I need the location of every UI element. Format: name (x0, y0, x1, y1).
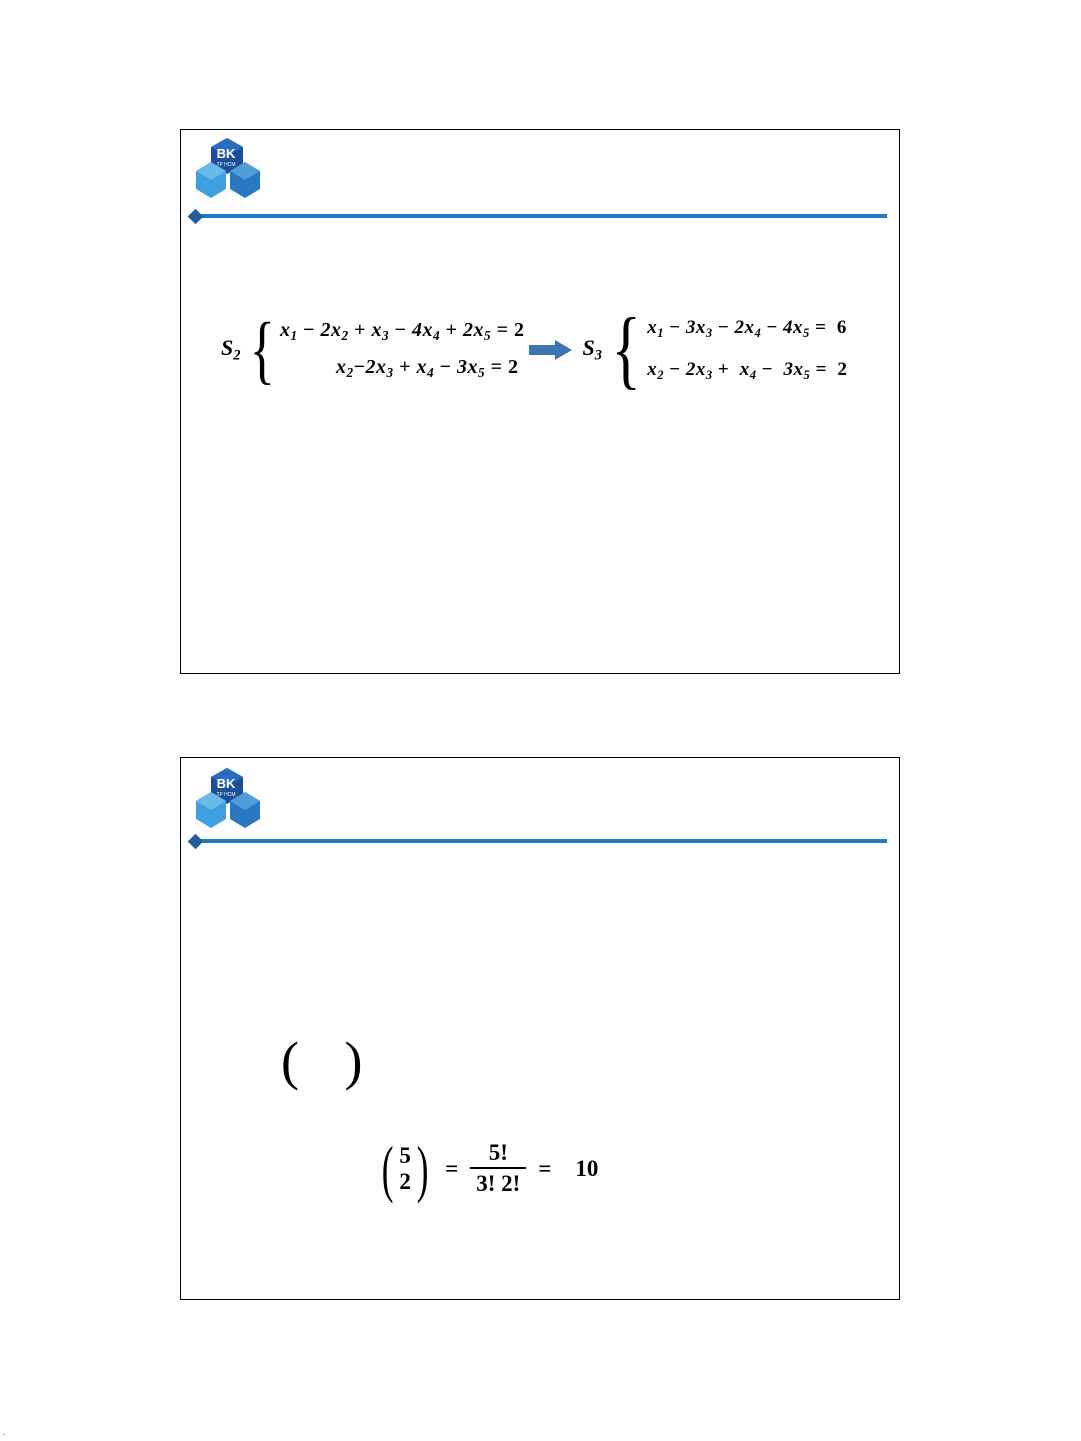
page-artifact: . (3, 1427, 6, 1437)
binomial-formula (377, 1132, 599, 1204)
system-s2 (221, 307, 525, 392)
fraction-denominator: 3! 2! (470, 1167, 526, 1197)
svg-text:TP HCM: TP HCM (216, 162, 236, 168)
header-rule (195, 214, 887, 218)
binomial-left-paren: ( (381, 1132, 394, 1204)
header-rule-diamond (188, 834, 204, 850)
binomial-top: 5 (399, 1143, 411, 1169)
system-s2-label: $S_2$ (221, 335, 241, 364)
factorial-fraction (470, 1140, 526, 1197)
equation-row: $x_2-2x_3 + x_4 - 3x_5 = 2$ (336, 356, 519, 380)
left-brace-s3: { (611, 301, 641, 399)
binomial-result: 10 (575, 1155, 599, 1181)
svg-text:BK: BK (216, 146, 236, 161)
binomial-values (398, 1143, 412, 1194)
system-s3 (582, 301, 848, 399)
header-rule (195, 839, 887, 843)
slide-systems (180, 129, 900, 674)
equals-sign-1: = (445, 1155, 459, 1181)
system-s2-rows (280, 319, 525, 381)
system-s3-label: $S_3$ (582, 335, 603, 364)
binomial-right-paren: ) (416, 1132, 429, 1204)
svg-text:TP HCM: TP HCM (216, 792, 236, 798)
equals-sign-2: = (538, 1155, 552, 1181)
equation-row: $x_1 - 2x_2 + x_3 - 4x_4 + 2x_5 = 2$ (280, 319, 525, 343)
equations-block (221, 290, 871, 410)
binomial-bottom: 2 (399, 1168, 411, 1194)
right-arrow-icon (529, 339, 573, 361)
equation-row: $x_2 - 2x_3 + x_4 - 3x_5 = 2$ (647, 359, 848, 382)
bk-logo (193, 136, 265, 206)
equation-row: $x_1 - 3x_3 - 2x_4 - 4x_5 = 6$ (647, 317, 847, 340)
bk-logo (193, 766, 265, 836)
left-brace-s2: { (248, 307, 275, 392)
system-s3-rows (647, 317, 847, 383)
empty-parentheses: ( ) (281, 1031, 379, 1091)
fraction-numerator: 5! (488, 1140, 508, 1165)
slide-binomial (180, 757, 900, 1300)
svg-text:BK: BK (216, 776, 236, 791)
header-rule-diamond (188, 209, 204, 225)
